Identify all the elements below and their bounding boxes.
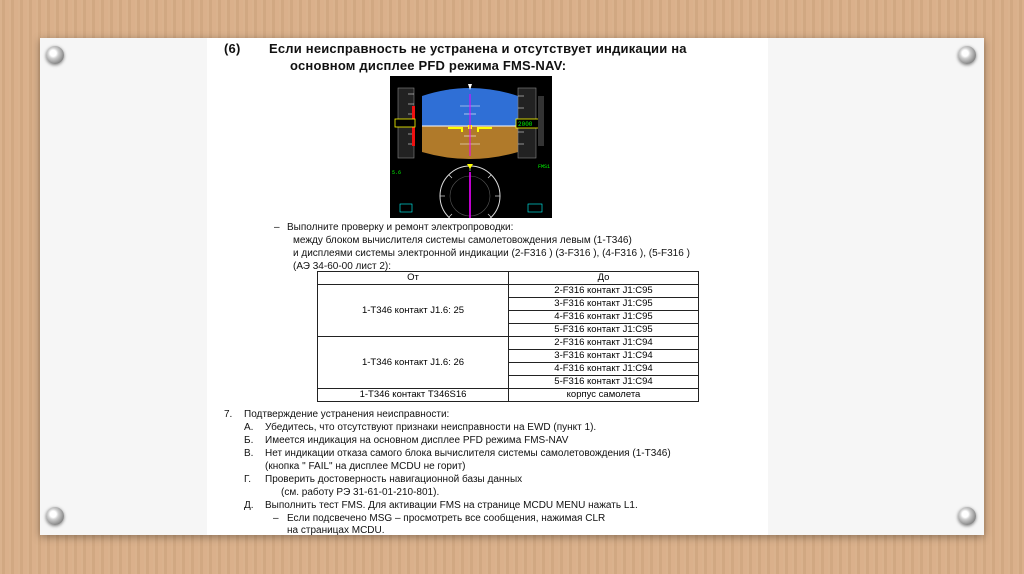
- pfd-left-mark: 5.6: [392, 170, 402, 176]
- step7-g-label: Г.: [244, 474, 251, 485]
- table-cell-to: 4-F316 контакт J1:С94: [509, 363, 699, 376]
- step7-title: Подтверждение устранения неисправности:: [244, 409, 450, 420]
- pushpin-icon: [958, 507, 976, 525]
- table-header-to: До: [509, 272, 699, 285]
- pushpin-icon: [958, 46, 976, 64]
- step7-g-text-2: (см. работу РЭ 31-61-01-210-801).: [281, 487, 440, 498]
- table-cell-to: 4-F316 контакт J1:С95: [509, 311, 699, 324]
- document-page: [207, 38, 768, 535]
- heading-line-2: основном дисплее PFD режима FMS-NAV:: [290, 58, 567, 73]
- table-row: [318, 285, 699, 298]
- step7-a-label: А.: [244, 422, 254, 433]
- step7-number: 7.: [224, 409, 233, 420]
- step7-b-text: Имеется индикация на основном дисплее PFD режима FMS-NAV: [265, 435, 569, 446]
- table-cell-to: 3-F316 контакт J1:С94: [509, 350, 699, 363]
- step7-d-text: Выполнить тест FMS. Для активации FMS на странице MCDU MENU нажать L1.: [265, 500, 638, 511]
- table-cell-from: 1-Т346 контакт Т346S16: [318, 389, 509, 402]
- check-line-3: и дисплеями системы электронной индикации (2-F316 ) (3-F316 ), (4-F316 ), (5-F316 ): [293, 248, 690, 259]
- step7-b-label: Б.: [244, 435, 254, 446]
- check-line-4: (АЭ 34-60-00 лист 2):: [293, 261, 392, 272]
- table-header-from: От: [318, 272, 509, 285]
- pfd-display-drawing: [390, 76, 552, 218]
- heading-number: (6): [224, 41, 241, 56]
- table-cell-to: 5-F316 контакт J1:С95: [509, 324, 699, 337]
- step7-d-label: Д.: [244, 500, 254, 511]
- table-row: [318, 337, 699, 350]
- check-line-1: Выполните проверку и ремонт электропроводки:: [287, 222, 514, 233]
- step7-sub-text-1: Если подсвечено MSG – просмотреть все сообщения, нажимая CLR: [287, 513, 606, 524]
- step7-v-text-2: (кнопка " FAIL" на дисплее MCDU не горит): [265, 461, 466, 472]
- check-line-2: между блоком вычислителя системы самолетовождения левым (1-Т346): [293, 235, 632, 246]
- pushpin-icon: [46, 46, 64, 64]
- step7-sub-bullet: –: [273, 513, 279, 524]
- table-header-row: [318, 272, 699, 285]
- pfd-display-image: [390, 76, 552, 218]
- table-cell-to: 5-F316 контакт J1:С94: [509, 376, 699, 389]
- table-cell-to: 2-F316 контакт J1:С94: [509, 337, 699, 350]
- table-cell-from: 1-Т346 контакт J1.6: 26: [318, 337, 509, 389]
- pfd-fms-label: FMS1: [538, 164, 551, 170]
- table-cell-to: 2-F316 контакт J1:С95: [509, 285, 699, 298]
- pushpin-icon: [46, 507, 64, 525]
- step7-g-text-1: Проверить достоверность навигационной базы данных: [265, 474, 523, 485]
- check-bullet: –: [274, 222, 280, 233]
- step7-a-text: Убедитесь, что отсутствуют признаки неисправности на EWD (пункт 1).: [265, 422, 597, 433]
- step7-sub-text-2: на страницах MCDU.: [287, 525, 385, 536]
- heading-line-1: Если неисправность не устранена и отсутствует индикации на: [269, 41, 687, 56]
- wiring-table: [317, 271, 699, 402]
- table-row: [318, 389, 699, 402]
- table-cell-to: корпус самолета: [509, 389, 699, 402]
- step7-v-label: В.: [244, 448, 254, 459]
- table-cell-from: 1-Т346 контакт J1.6: 25: [318, 285, 509, 337]
- pfd-altitude-readout: 2000: [518, 121, 533, 128]
- table-cell-to: 3-F316 контакт J1:С95: [509, 298, 699, 311]
- step7-v-text-1: Нет индикации отказа самого блока вычислителя системы самолетовождения (1-Т346): [265, 448, 671, 459]
